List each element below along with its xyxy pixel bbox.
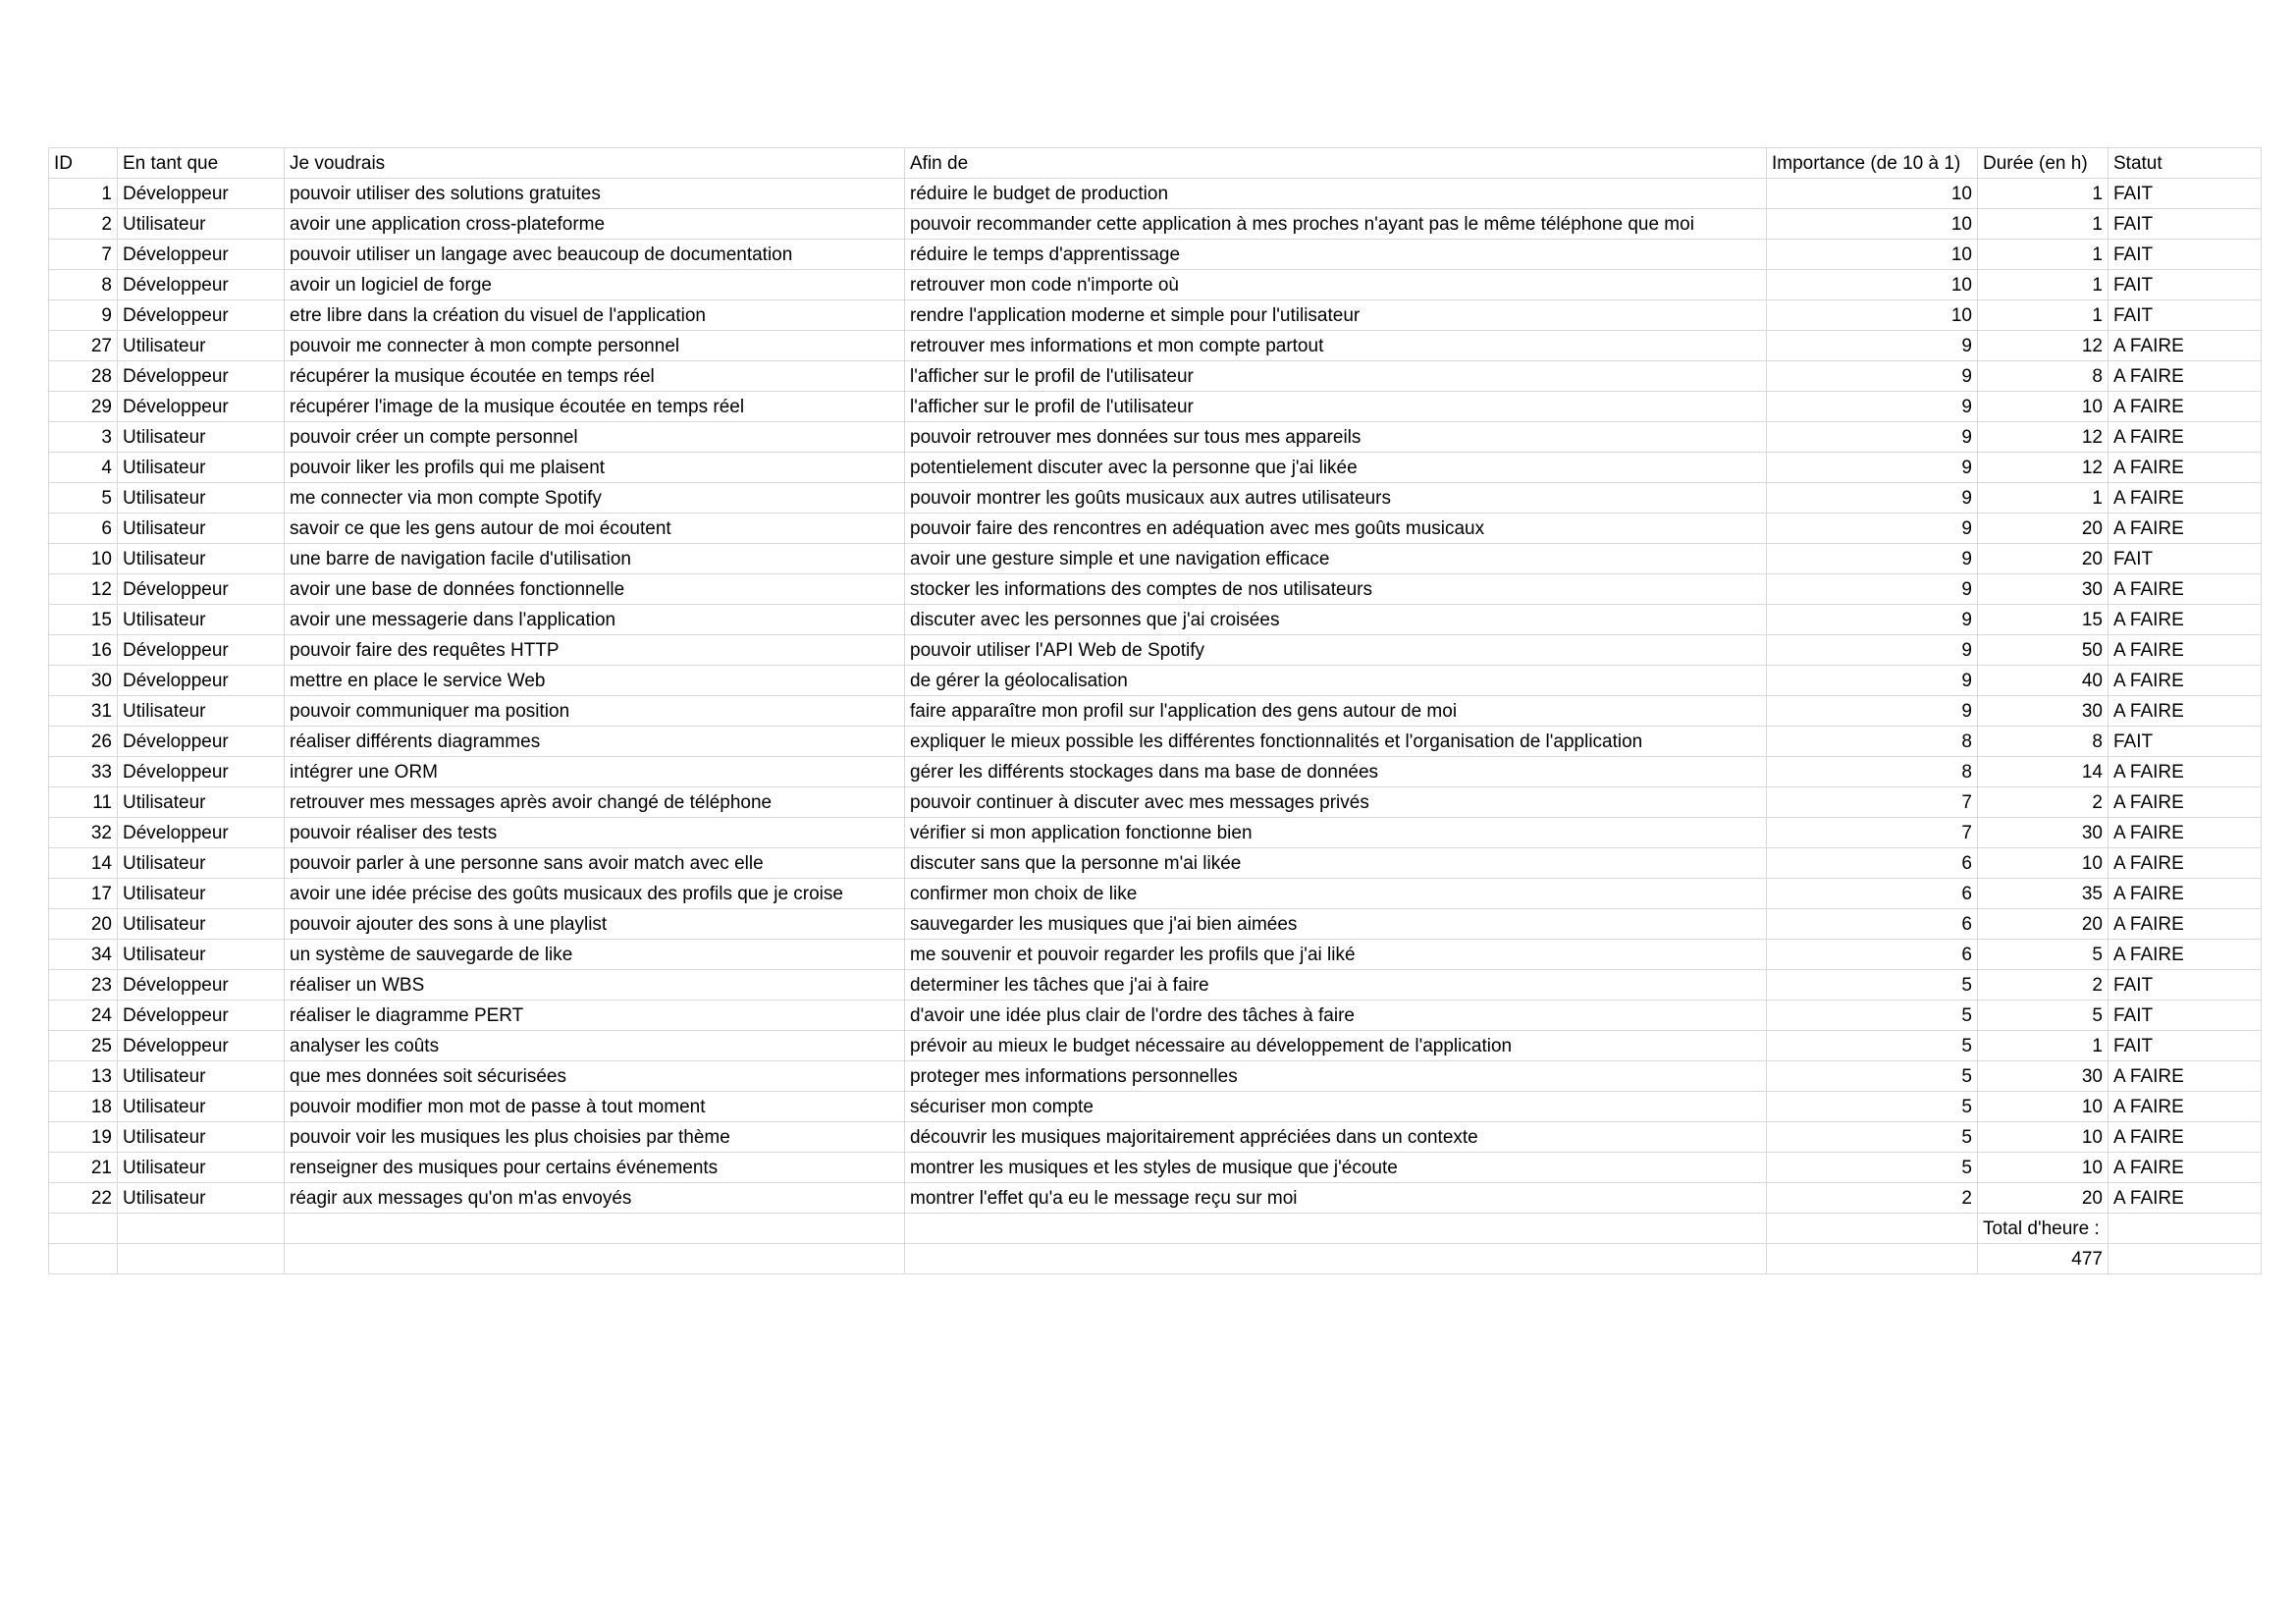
table-row	[49, 727, 2262, 757]
cell-want: etre libre dans la création du visuel de l'application	[285, 300, 905, 331]
cell-want: pouvoir utiliser des solutions gratuites	[285, 179, 905, 209]
cell-status: A FAIRE	[2109, 940, 2262, 970]
cell-importance: 10	[1767, 270, 1978, 300]
cell-want: récupérer l'image de la musique écoutée en temps réel	[285, 392, 905, 422]
cell-want: pouvoir créer un compte personnel	[285, 422, 905, 453]
empty-cell	[285, 1244, 905, 1274]
cell-status: A FAIRE	[2109, 818, 2262, 848]
cell-duration: 20	[1978, 909, 2109, 940]
cell-importance: 6	[1767, 940, 1978, 970]
cell-goal: réduire le budget de production	[905, 179, 1767, 209]
header-id: ID	[49, 148, 118, 179]
cell-importance: 10	[1767, 300, 1978, 331]
cell-id: 9	[49, 300, 118, 331]
cell-role: Utilisateur	[118, 605, 285, 635]
cell-duration: 1	[1978, 483, 2109, 514]
cell-importance: 8	[1767, 727, 1978, 757]
cell-status: A FAIRE	[2109, 879, 2262, 909]
empty-cell	[2109, 1214, 2262, 1244]
cell-want: réaliser un WBS	[285, 970, 905, 1001]
cell-goal: l'afficher sur le profil de l'utilisateur	[905, 361, 1767, 392]
cell-role: Utilisateur	[118, 331, 285, 361]
cell-status: A FAIRE	[2109, 1122, 2262, 1153]
cell-goal: montrer les musiques et les styles de musique que j'écoute	[905, 1153, 1767, 1183]
cell-importance: 8	[1767, 757, 1978, 787]
empty-cell	[118, 1244, 285, 1274]
table-row	[49, 1092, 2262, 1122]
cell-role: Utilisateur	[118, 879, 285, 909]
cell-duration: 20	[1978, 544, 2109, 574]
cell-duration: 12	[1978, 422, 2109, 453]
cell-importance: 9	[1767, 331, 1978, 361]
empty-cell	[2109, 1244, 2262, 1274]
cell-want: pouvoir communiquer ma position	[285, 696, 905, 727]
cell-status: A FAIRE	[2109, 635, 2262, 666]
cell-importance: 5	[1767, 1122, 1978, 1153]
cell-want: avoir une base de données fonctionnelle	[285, 574, 905, 605]
cell-goal: d'avoir une idée plus clair de l'ordre des tâches à faire	[905, 1001, 1767, 1031]
cell-want: analyser les coûts	[285, 1031, 905, 1061]
table-row	[49, 605, 2262, 635]
cell-goal: discuter sans que la personne m'ai likée	[905, 848, 1767, 879]
cell-goal: me souvenir et pouvoir regarder les profils que j'ai liké	[905, 940, 1767, 970]
cell-importance: 9	[1767, 483, 1978, 514]
cell-id: 3	[49, 422, 118, 453]
cell-id: 17	[49, 879, 118, 909]
cell-importance: 9	[1767, 635, 1978, 666]
cell-status: A FAIRE	[2109, 483, 2262, 514]
cell-goal: avoir une gesture simple et une navigation efficace	[905, 544, 1767, 574]
table-row	[49, 1001, 2262, 1031]
empty-cell	[905, 1214, 1767, 1244]
table-row	[49, 361, 2262, 392]
cell-status: FAIT	[2109, 179, 2262, 209]
cell-duration: 1	[1978, 270, 2109, 300]
cell-status: A FAIRE	[2109, 1183, 2262, 1214]
cell-importance: 9	[1767, 574, 1978, 605]
table-row	[49, 879, 2262, 909]
cell-role: Utilisateur	[118, 696, 285, 727]
cell-importance: 5	[1767, 1092, 1978, 1122]
cell-duration: 15	[1978, 605, 2109, 635]
cell-status: A FAIRE	[2109, 696, 2262, 727]
cell-want: récupérer la musique écoutée en temps réel	[285, 361, 905, 392]
cell-want: pouvoir réaliser des tests	[285, 818, 905, 848]
header-goal: Afin de	[905, 148, 1767, 179]
table-row	[49, 757, 2262, 787]
cell-duration: 12	[1978, 453, 2109, 483]
cell-status: FAIT	[2109, 727, 2262, 757]
cell-status: A FAIRE	[2109, 1061, 2262, 1092]
cell-want: retrouver mes messages après avoir changé de téléphone	[285, 787, 905, 818]
cell-importance: 7	[1767, 787, 1978, 818]
cell-want: pouvoir voir les musiques les plus choisies par thème	[285, 1122, 905, 1153]
table-row	[49, 453, 2262, 483]
cell-id: 12	[49, 574, 118, 605]
empty-cell	[49, 1244, 118, 1274]
table-row	[49, 331, 2262, 361]
cell-id: 23	[49, 970, 118, 1001]
cell-importance: 7	[1767, 818, 1978, 848]
cell-importance: 5	[1767, 1031, 1978, 1061]
cell-id: 2	[49, 209, 118, 240]
table-row	[49, 240, 2262, 270]
cell-duration: 20	[1978, 1183, 2109, 1214]
empty-cell	[905, 1244, 1767, 1274]
table-row	[49, 514, 2262, 544]
cell-status: A FAIRE	[2109, 422, 2262, 453]
cell-role: Développeur	[118, 300, 285, 331]
cell-goal: discuter avec les personnes que j'ai croisées	[905, 605, 1767, 635]
cell-goal: vérifier si mon application fonctionne bien	[905, 818, 1767, 848]
cell-duration: 10	[1978, 848, 2109, 879]
cell-id: 20	[49, 909, 118, 940]
cell-goal: pouvoir montrer les goûts musicaux aux autres utilisateurs	[905, 483, 1767, 514]
cell-goal: sauvegarder les musiques que j'ai bien aimées	[905, 909, 1767, 940]
cell-role: Développeur	[118, 818, 285, 848]
cell-duration: 1	[1978, 240, 2109, 270]
empty-cell	[49, 1214, 118, 1244]
cell-want: avoir une application cross-plateforme	[285, 209, 905, 240]
empty-cell	[285, 1214, 905, 1244]
table-row	[49, 970, 2262, 1001]
cell-role: Développeur	[118, 392, 285, 422]
cell-id: 15	[49, 605, 118, 635]
cell-want: une barre de navigation facile d'utilisation	[285, 544, 905, 574]
table-row	[49, 300, 2262, 331]
table-row	[49, 635, 2262, 666]
cell-status: FAIT	[2109, 300, 2262, 331]
cell-goal: determiner les tâches que j'ai à faire	[905, 970, 1767, 1001]
cell-id: 30	[49, 666, 118, 696]
header-importance: Importance (de 10 à 1)	[1767, 148, 1978, 179]
cell-want: pouvoir me connecter à mon compte personnel	[285, 331, 905, 361]
cell-importance: 6	[1767, 909, 1978, 940]
cell-want: intégrer une ORM	[285, 757, 905, 787]
cell-want: réaliser le diagramme PERT	[285, 1001, 905, 1031]
table-row	[49, 544, 2262, 574]
cell-id: 11	[49, 787, 118, 818]
cell-role: Utilisateur	[118, 909, 285, 940]
cell-duration: 50	[1978, 635, 2109, 666]
cell-want: me connecter via mon compte Spotify	[285, 483, 905, 514]
empty-cell	[1767, 1214, 1978, 1244]
cell-role: Développeur	[118, 970, 285, 1001]
cell-importance: 5	[1767, 970, 1978, 1001]
table-row	[49, 392, 2262, 422]
table-row	[49, 1122, 2262, 1153]
cell-role: Utilisateur	[118, 483, 285, 514]
table-row	[49, 1031, 2262, 1061]
cell-goal: expliquer le mieux possible les différentes fonctionnalités et l'organisation de l'application	[905, 727, 1767, 757]
cell-duration: 12	[1978, 331, 2109, 361]
cell-goal: l'afficher sur le profil de l'utilisateur	[905, 392, 1767, 422]
cell-want: pouvoir utiliser un langage avec beaucoup de documentation	[285, 240, 905, 270]
cell-id: 33	[49, 757, 118, 787]
table-row	[49, 270, 2262, 300]
cell-id: 24	[49, 1001, 118, 1031]
table-row	[49, 787, 2262, 818]
cell-duration: 10	[1978, 1092, 2109, 1122]
cell-status: A FAIRE	[2109, 361, 2262, 392]
cell-duration: 40	[1978, 666, 2109, 696]
cell-importance: 6	[1767, 879, 1978, 909]
table-row	[49, 209, 2262, 240]
empty-cell	[118, 1214, 285, 1244]
cell-id: 16	[49, 635, 118, 666]
cell-id: 1	[49, 179, 118, 209]
cell-role: Utilisateur	[118, 453, 285, 483]
cell-duration: 5	[1978, 940, 2109, 970]
cell-goal: sécuriser mon compte	[905, 1092, 1767, 1122]
cell-role: Développeur	[118, 1031, 285, 1061]
cell-id: 27	[49, 331, 118, 361]
cell-id: 4	[49, 453, 118, 483]
cell-duration: 30	[1978, 1061, 2109, 1092]
table-row	[49, 940, 2262, 970]
cell-want: mettre en place le service Web	[285, 666, 905, 696]
cell-goal: pouvoir faire des rencontres en adéquation avec mes goûts musicaux	[905, 514, 1767, 544]
cell-role: Développeur	[118, 179, 285, 209]
cell-status: A FAIRE	[2109, 666, 2262, 696]
table-row	[49, 1061, 2262, 1092]
cell-importance: 9	[1767, 605, 1978, 635]
header-row	[49, 148, 2262, 179]
cell-role: Développeur	[118, 574, 285, 605]
cell-importance: 5	[1767, 1061, 1978, 1092]
cell-status: A FAIRE	[2109, 331, 2262, 361]
cell-duration: 30	[1978, 574, 2109, 605]
cell-status: A FAIRE	[2109, 1092, 2262, 1122]
cell-duration: 1	[1978, 1031, 2109, 1061]
cell-status: FAIT	[2109, 1031, 2262, 1061]
cell-goal: pouvoir utiliser l'API Web de Spotify	[905, 635, 1767, 666]
cell-status: A FAIRE	[2109, 574, 2262, 605]
cell-role: Utilisateur	[118, 514, 285, 544]
cell-duration: 20	[1978, 514, 2109, 544]
cell-want: pouvoir liker les profils qui me plaisent	[285, 453, 905, 483]
cell-role: Développeur	[118, 240, 285, 270]
cell-role: Utilisateur	[118, 422, 285, 453]
cell-want: renseigner des musiques pour certains événements	[285, 1153, 905, 1183]
cell-duration: 8	[1978, 361, 2109, 392]
cell-goal: faire apparaître mon profil sur l'application des gens autour de moi	[905, 696, 1767, 727]
cell-id: 6	[49, 514, 118, 544]
cell-importance: 5	[1767, 1153, 1978, 1183]
cell-goal: prévoir au mieux le budget nécessaire au développement de l'application	[905, 1031, 1767, 1061]
table-row	[49, 1183, 2262, 1214]
cell-importance: 9	[1767, 666, 1978, 696]
cell-goal: de gérer la géolocalisation	[905, 666, 1767, 696]
cell-duration: 30	[1978, 696, 2109, 727]
cell-importance: 9	[1767, 696, 1978, 727]
cell-id: 34	[49, 940, 118, 970]
cell-role: Utilisateur	[118, 1183, 285, 1214]
cell-goal: rendre l'application moderne et simple pour l'utilisateur	[905, 300, 1767, 331]
cell-importance: 9	[1767, 514, 1978, 544]
cell-duration: 10	[1978, 1153, 2109, 1183]
cell-goal: retrouver mon code n'importe où	[905, 270, 1767, 300]
cell-want: pouvoir ajouter des sons à une playlist	[285, 909, 905, 940]
cell-id: 10	[49, 544, 118, 574]
cell-role: Utilisateur	[118, 1092, 285, 1122]
cell-duration: 8	[1978, 727, 2109, 757]
header-status: Statut	[2109, 148, 2262, 179]
cell-status: FAIT	[2109, 240, 2262, 270]
cell-role: Utilisateur	[118, 848, 285, 879]
cell-duration: 30	[1978, 818, 2109, 848]
cell-duration: 1	[1978, 179, 2109, 209]
cell-role: Utilisateur	[118, 787, 285, 818]
cell-role: Développeur	[118, 727, 285, 757]
table-row	[49, 666, 2262, 696]
cell-goal: réduire le temps d'apprentissage	[905, 240, 1767, 270]
cell-want: avoir une idée précise des goûts musicaux des profils que je croise	[285, 879, 905, 909]
cell-duration: 1	[1978, 209, 2109, 240]
cell-want: savoir ce que les gens autour de moi écoutent	[285, 514, 905, 544]
cell-status: FAIT	[2109, 270, 2262, 300]
cell-role: Développeur	[118, 1001, 285, 1031]
cell-goal: confirmer mon choix de like	[905, 879, 1767, 909]
cell-importance: 9	[1767, 422, 1978, 453]
table-row	[49, 483, 2262, 514]
cell-status: A FAIRE	[2109, 1153, 2262, 1183]
cell-role: Utilisateur	[118, 544, 285, 574]
cell-id: 13	[49, 1061, 118, 1092]
cell-importance: 10	[1767, 179, 1978, 209]
cell-id: 26	[49, 727, 118, 757]
cell-goal: proteger mes informations personnelles	[905, 1061, 1767, 1092]
cell-id: 5	[49, 483, 118, 514]
cell-goal: pouvoir continuer à discuter avec mes messages privés	[905, 787, 1767, 818]
cell-want: avoir une messagerie dans l'application	[285, 605, 905, 635]
cell-status: FAIT	[2109, 209, 2262, 240]
cell-want: avoir un logiciel de forge	[285, 270, 905, 300]
cell-importance: 6	[1767, 848, 1978, 879]
table-row	[49, 909, 2262, 940]
backlog-table	[48, 147, 2262, 1274]
cell-status: A FAIRE	[2109, 757, 2262, 787]
cell-want: pouvoir parler à une personne sans avoir match avec elle	[285, 848, 905, 879]
header-duration: Durée (en h)	[1978, 148, 2109, 179]
cell-id: 25	[49, 1031, 118, 1061]
cell-want: pouvoir modifier mon mot de passe à tout moment	[285, 1092, 905, 1122]
cell-duration: 14	[1978, 757, 2109, 787]
cell-goal: retrouver mes informations et mon compte partout	[905, 331, 1767, 361]
cell-id: 14	[49, 848, 118, 879]
cell-importance: 10	[1767, 240, 1978, 270]
header-want: Je voudrais	[285, 148, 905, 179]
header-role: En tant que	[118, 148, 285, 179]
cell-role: Développeur	[118, 757, 285, 787]
cell-role: Développeur	[118, 635, 285, 666]
cell-role: Utilisateur	[118, 1122, 285, 1153]
cell-role: Développeur	[118, 666, 285, 696]
cell-goal: stocker les informations des comptes de nos utilisateurs	[905, 574, 1767, 605]
cell-duration: 2	[1978, 787, 2109, 818]
cell-status: FAIT	[2109, 544, 2262, 574]
cell-status: A FAIRE	[2109, 453, 2262, 483]
cell-goal: pouvoir retrouver mes données sur tous mes appareils	[905, 422, 1767, 453]
cell-status: A FAIRE	[2109, 392, 2262, 422]
cell-id: 21	[49, 1153, 118, 1183]
table-row	[49, 848, 2262, 879]
cell-want: réagir aux messages qu'on m'as envoyés	[285, 1183, 905, 1214]
cell-duration: 10	[1978, 1122, 2109, 1153]
cell-role: Utilisateur	[118, 1153, 285, 1183]
cell-duration: 1	[1978, 300, 2109, 331]
table-row	[49, 696, 2262, 727]
cell-id: 29	[49, 392, 118, 422]
cell-role: Développeur	[118, 361, 285, 392]
cell-id: 28	[49, 361, 118, 392]
cell-status: A FAIRE	[2109, 787, 2262, 818]
cell-want: que mes données soit sécurisées	[285, 1061, 905, 1092]
cell-goal: potentielement discuter avec la personne que j'ai likée	[905, 453, 1767, 483]
cell-id: 8	[49, 270, 118, 300]
cell-duration: 5	[1978, 1001, 2109, 1031]
table-row	[49, 1153, 2262, 1183]
cell-want: un système de sauvegarde de like	[285, 940, 905, 970]
cell-status: A FAIRE	[2109, 848, 2262, 879]
cell-want: réaliser différents diagrammes	[285, 727, 905, 757]
total-label-row	[49, 1214, 2262, 1244]
table-row	[49, 422, 2262, 453]
cell-role: Utilisateur	[118, 1061, 285, 1092]
cell-status: A FAIRE	[2109, 909, 2262, 940]
cell-role: Utilisateur	[118, 209, 285, 240]
cell-duration: 10	[1978, 392, 2109, 422]
total-value: 477	[1978, 1244, 2109, 1274]
empty-cell	[1767, 1244, 1978, 1274]
cell-role: Utilisateur	[118, 940, 285, 970]
cell-id: 19	[49, 1122, 118, 1153]
cell-status: A FAIRE	[2109, 605, 2262, 635]
cell-goal: montrer l'effet qu'a eu le message reçu sur moi	[905, 1183, 1767, 1214]
cell-want: pouvoir faire des requêtes HTTP	[285, 635, 905, 666]
total-label: Total d'heure :	[1978, 1214, 2109, 1244]
cell-id: 7	[49, 240, 118, 270]
table-row	[49, 574, 2262, 605]
cell-importance: 9	[1767, 392, 1978, 422]
cell-goal: découvrir les musiques majoritairement appréciées dans un contexte	[905, 1122, 1767, 1153]
cell-id: 22	[49, 1183, 118, 1214]
cell-importance: 9	[1767, 453, 1978, 483]
cell-id: 18	[49, 1092, 118, 1122]
cell-importance: 9	[1767, 361, 1978, 392]
table-row	[49, 818, 2262, 848]
cell-duration: 2	[1978, 970, 2109, 1001]
cell-status: FAIT	[2109, 1001, 2262, 1031]
cell-status: FAIT	[2109, 970, 2262, 1001]
total-value-row	[49, 1244, 2262, 1274]
cell-id: 32	[49, 818, 118, 848]
cell-importance: 2	[1767, 1183, 1978, 1214]
cell-status: A FAIRE	[2109, 514, 2262, 544]
cell-importance: 9	[1767, 544, 1978, 574]
cell-id: 31	[49, 696, 118, 727]
cell-role: Développeur	[118, 270, 285, 300]
cell-goal: pouvoir recommander cette application à mes proches n'ayant pas le même téléphone que moi	[905, 209, 1767, 240]
cell-duration: 35	[1978, 879, 2109, 909]
cell-goal: gérer les différents stockages dans ma base de données	[905, 757, 1767, 787]
cell-importance: 5	[1767, 1001, 1978, 1031]
table-row	[49, 179, 2262, 209]
cell-importance: 10	[1767, 209, 1978, 240]
